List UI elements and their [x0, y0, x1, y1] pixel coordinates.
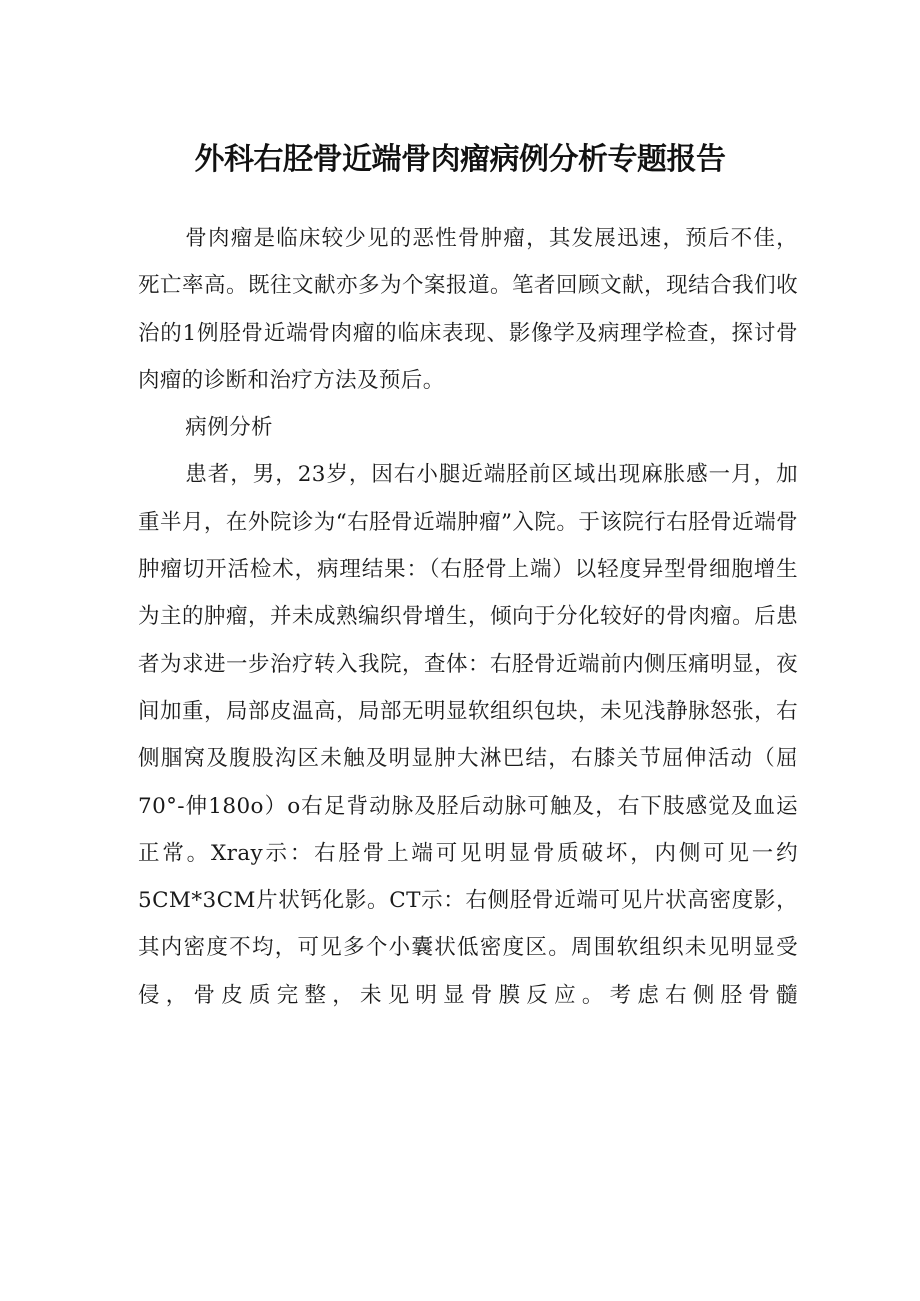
document-body	[138, 215, 798, 1019]
paragraph-intro: 骨肉瘤是临床较少见的恶性骨肿瘤，其发展迅速，预后不佳，死亡率高。既往文献亦多为个案报道。笔者回顾文献，现结合我们收治的1例胫骨近端骨肉瘤的临床表现、影像学及病理学检查，探讨骨肉瘤的诊断和治疗方法及预后。	[138, 226, 798, 393]
paragraph-case-description: 患者，男，23岁，因右小腿近端胫前区域出现麻胀感一月，加重半月，在外院诊为“右胫骨近端肿瘤”入院。于该院行右胫骨近端骨肿瘤切开活检术，病理结果：（右胫骨上端）以轻度异型骨细胞增生为主的肿瘤，并未成熟编织骨增生，倾向于分化较好的骨肉瘤。后患者为求进一步治疗转入我院，查体：右胫骨近端前内侧压痛明显，夜间加重，局部皮温高，局部无明显软组织包块，未见浅静脉怒张，右侧腘窝及腹股沟区未触及明显肿大淋巴结，右膝关节屈伸活动（屈70°-伸180o）o右足背动脉及胫后动脉可触及，右下肢感觉及血运正常。Xray示：右胫骨上端可见明显骨质破坏，内侧可见一约5CM*3CM片状钙化影。CT示：右侧胫骨近端可见片状高密度影，其内密度不均，可见多个小囊状低密度区。周围软组织未见明显受侵，骨皮质完整，未见明显骨膜反应。考虑右侧胫骨髓	[138, 462, 798, 1008]
section-heading-case-analysis: 病例分析	[185, 415, 273, 441]
document-title: 外科右胫骨近端骨肉瘤病例分析专题报告	[194, 142, 726, 177]
